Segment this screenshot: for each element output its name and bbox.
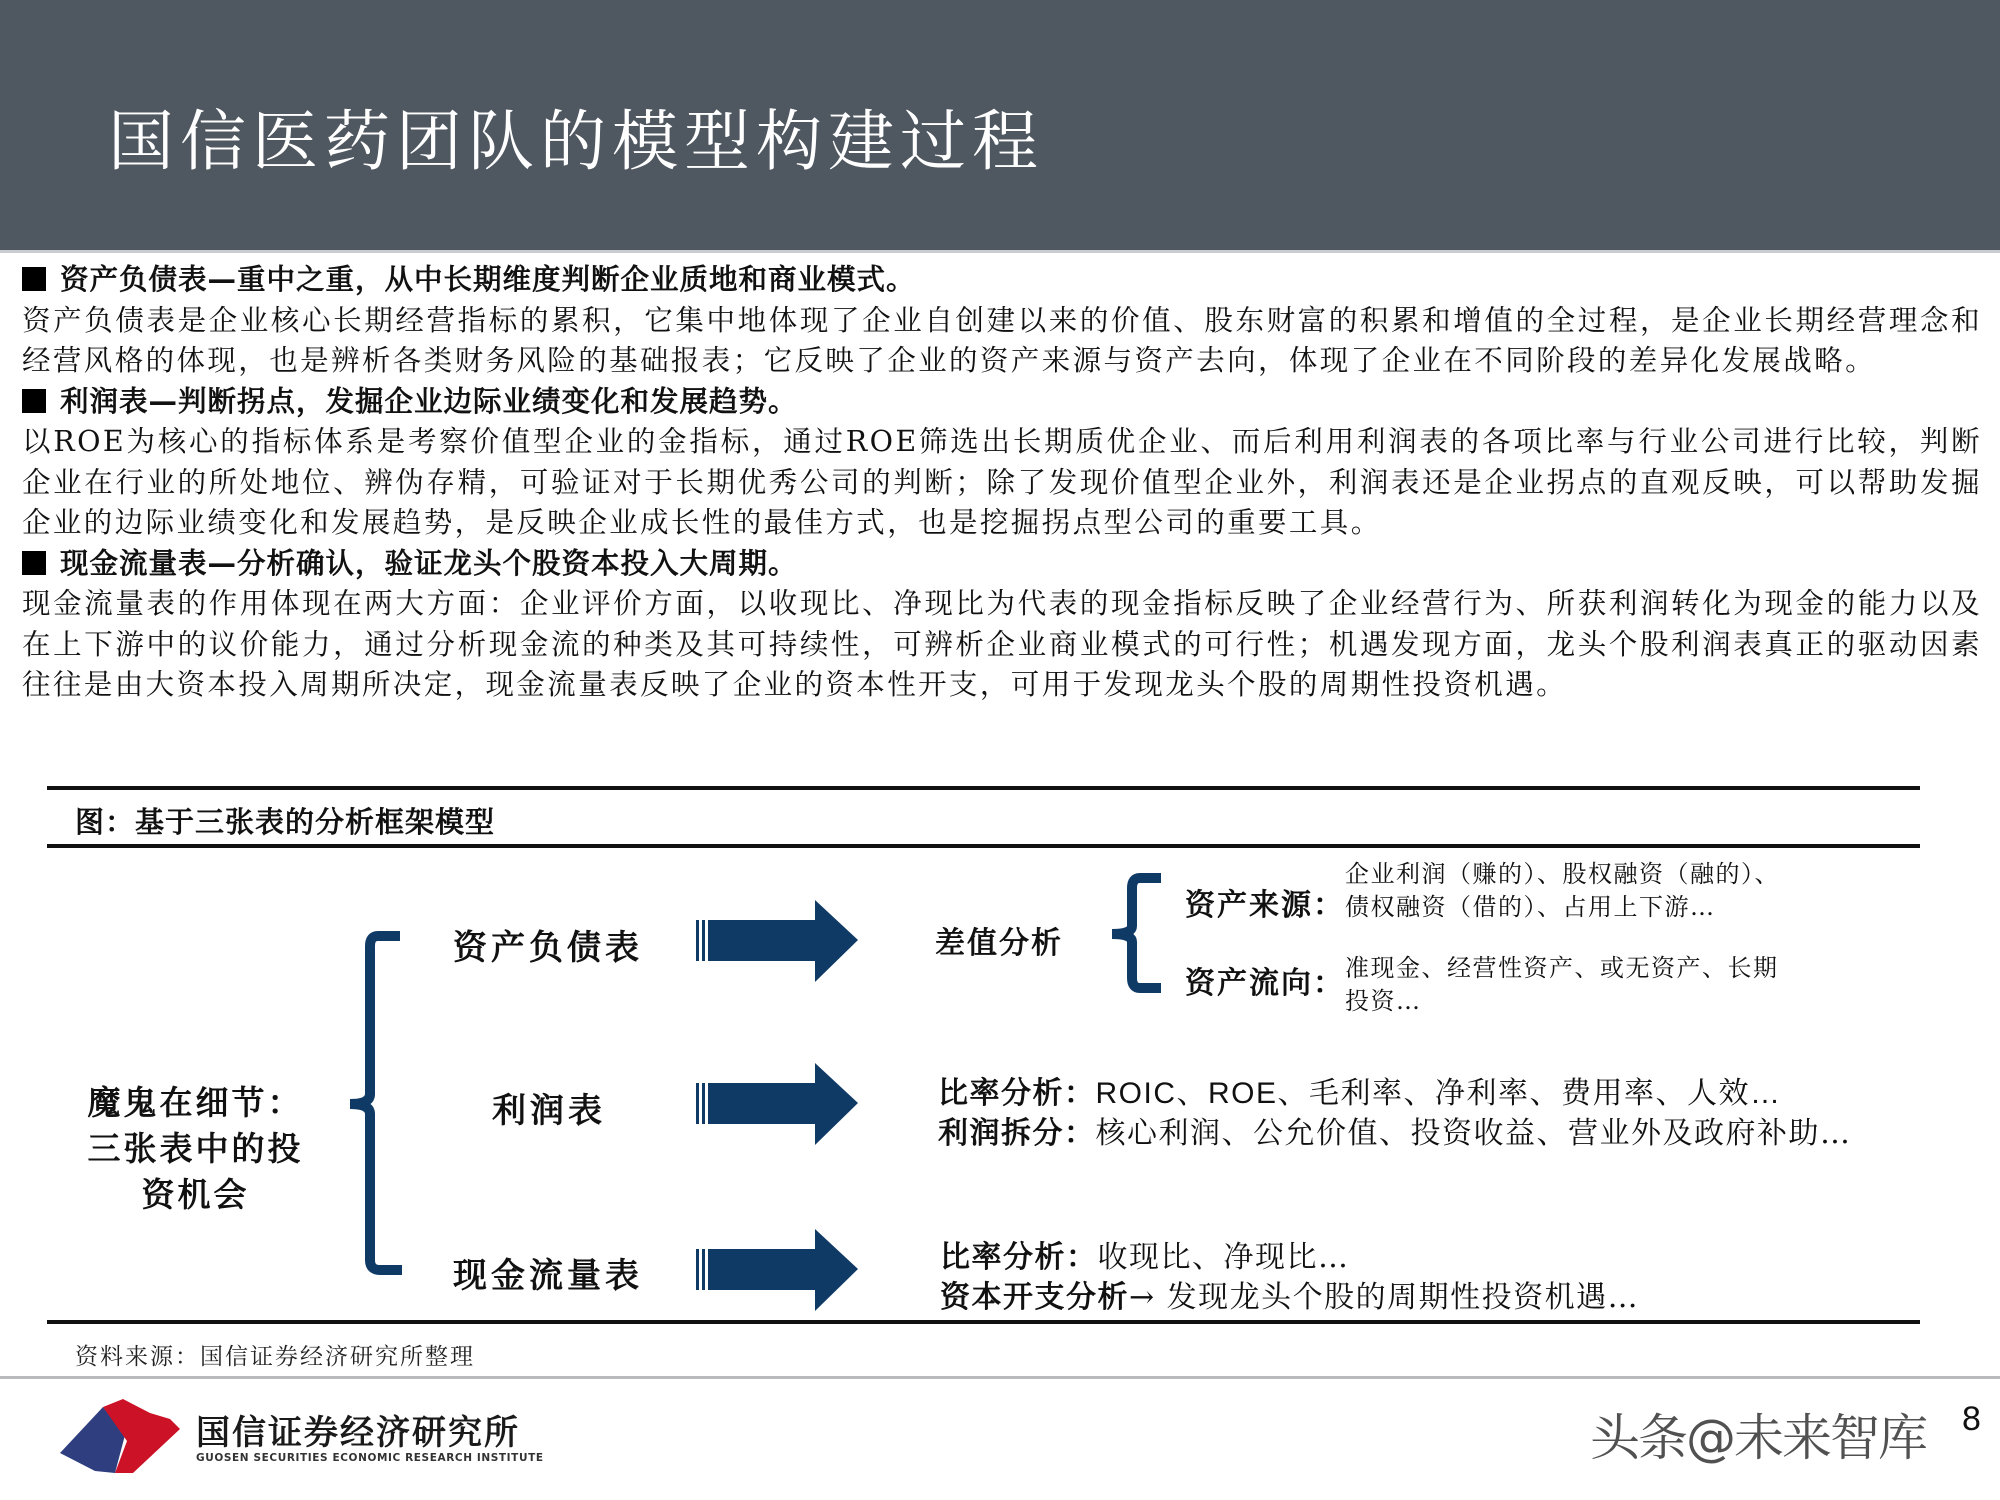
row-label: 资本开支分析	[940, 1280, 1129, 1315]
arrows	[696, 900, 858, 1311]
text-line: 准现金、经营性资产、或无资产、长期	[1345, 954, 1779, 982]
asset-source-text	[1345, 858, 1780, 924]
section-body-income: 以ROE为核心的指标体系是考察价值型企业的金指标，通过ROE筛选出长期质优企业、而后利用利润表的各项比率与行业公司进行比较，判断企业在行业的所处地位、辨伪存精，可验证对于长期优秀公司的判断；除了发现价值型企业外，利润表还是企业拐点的直观反映，可以帮助发掘企业的边际业绩变化和发展趋势，是反映企业成长性的最佳方式，也是挖掘拐点型公司的重要工具。	[22, 425, 1982, 539]
heading-text: 现金流量表—分析确认，验证龙头个股资本投入大周期。	[60, 546, 798, 580]
asset-source-label: 资产来源：	[1185, 888, 1345, 923]
text-line: 债权融资（借的）、占用上下游…	[1345, 893, 1716, 921]
text-line: 投资…	[1345, 987, 1422, 1015]
arrow-right-icon	[696, 1063, 858, 1145]
asset-flow-label: 资产流向：	[1185, 966, 1345, 1001]
main-brace-icon	[350, 936, 402, 1270]
sub-brace-icon	[1112, 878, 1161, 988]
arrow-right-icon	[696, 900, 858, 982]
footer-divider	[0, 1376, 2000, 1379]
row-label: 利润拆分：	[938, 1116, 1096, 1151]
heading-text: 利润表—判断拐点，发掘企业边际业绩变化和发展趋势。	[60, 384, 798, 418]
section-body-balance: 资产负债表是企业核心长期经营指标的累积，它集中地体现了企业自创建以来的价值、股东财富的积累和增值的全过程，是企业长期经营理念和经营风格的体现，也是辨析各类财务风险的基础报表；它反映了企业的资产来源与资产去向，体现了企业在不同阶段的差异化发展战略。	[22, 303, 1982, 377]
node-balance-sheet: 资产负债表	[453, 928, 643, 968]
heading-text: 资产负债表—重中之重，从中长期维度判断企业质地和商业模式。	[60, 263, 916, 296]
row-text: ROIC、ROE、毛利率、净利率、费用率、人效…	[1095, 1077, 1782, 1110]
logo-text-en: GUOSEN SECURITIES ECONOMIC RESEARCH INSTITUTE	[196, 1452, 544, 1464]
node-income-statement: 利润表	[492, 1091, 606, 1131]
figure-source: 资料来源：国信证券经济研究所整理	[75, 1344, 475, 1370]
row-text: 收现比、净现比…	[1097, 1240, 1350, 1275]
row-text: 核心利润、公允价值、投资收益、营业外及政府补助…	[1095, 1116, 1852, 1151]
watermark: 头条@未来智库	[1590, 1409, 1926, 1467]
diff-analysis-label: 差值分析	[935, 926, 1063, 961]
root-line: 资机会	[141, 1175, 250, 1214]
income-ratio-row	[938, 1068, 1782, 1112]
section-body-cashflow: 现金流量表的作用体现在两大方面：企业评价方面，以收现比、净现比为代表的现金指标反映了企业经营行为、所获利润转化为现金的能力以及在上下游中的议价能力，通过分析现金流的种类及其可持续性，可辨析企业商业模式的可行性；机遇发现方面，龙头个股利润表真正的驱动因素往往是由大资本投入周期所决定，现金流量表反映了企业的资本性开支，可用于发现龙头个股的周期性投资机遇。	[22, 587, 1982, 701]
root-line: 三张表中的投	[87, 1129, 304, 1168]
page-number: 8	[1962, 1400, 1981, 1438]
figure-title: 图：基于三张表的分析框架模型	[75, 805, 496, 839]
logo-text-cn: 国信证券经济研究所	[196, 1413, 520, 1453]
row-text: → 发现龙头个股的周期性投资机遇…	[1129, 1280, 1640, 1315]
cashflow-ratio-row	[940, 1232, 1350, 1276]
slide-title: 国信医药团队的模型构建过程	[108, 103, 1044, 180]
guosen-logo-icon	[55, 1395, 190, 1475]
root-label	[78, 1080, 313, 1218]
arrow-right-icon	[696, 1229, 858, 1311]
row-label: 比率分析：	[940, 1240, 1098, 1275]
node-cashflow-statement: 现金流量表	[453, 1256, 643, 1296]
income-split-row	[938, 1108, 1852, 1152]
row-label: 比率分析：	[938, 1076, 1096, 1111]
asset-flow-text	[1345, 952, 1779, 1018]
text-line: 企业利润（赚的）、股权融资（融的）、	[1345, 860, 1780, 888]
figure-bottom-rule	[47, 1320, 1920, 1324]
root-line: 魔鬼在细节：	[87, 1083, 304, 1122]
cashflow-capex-row	[940, 1272, 1639, 1316]
